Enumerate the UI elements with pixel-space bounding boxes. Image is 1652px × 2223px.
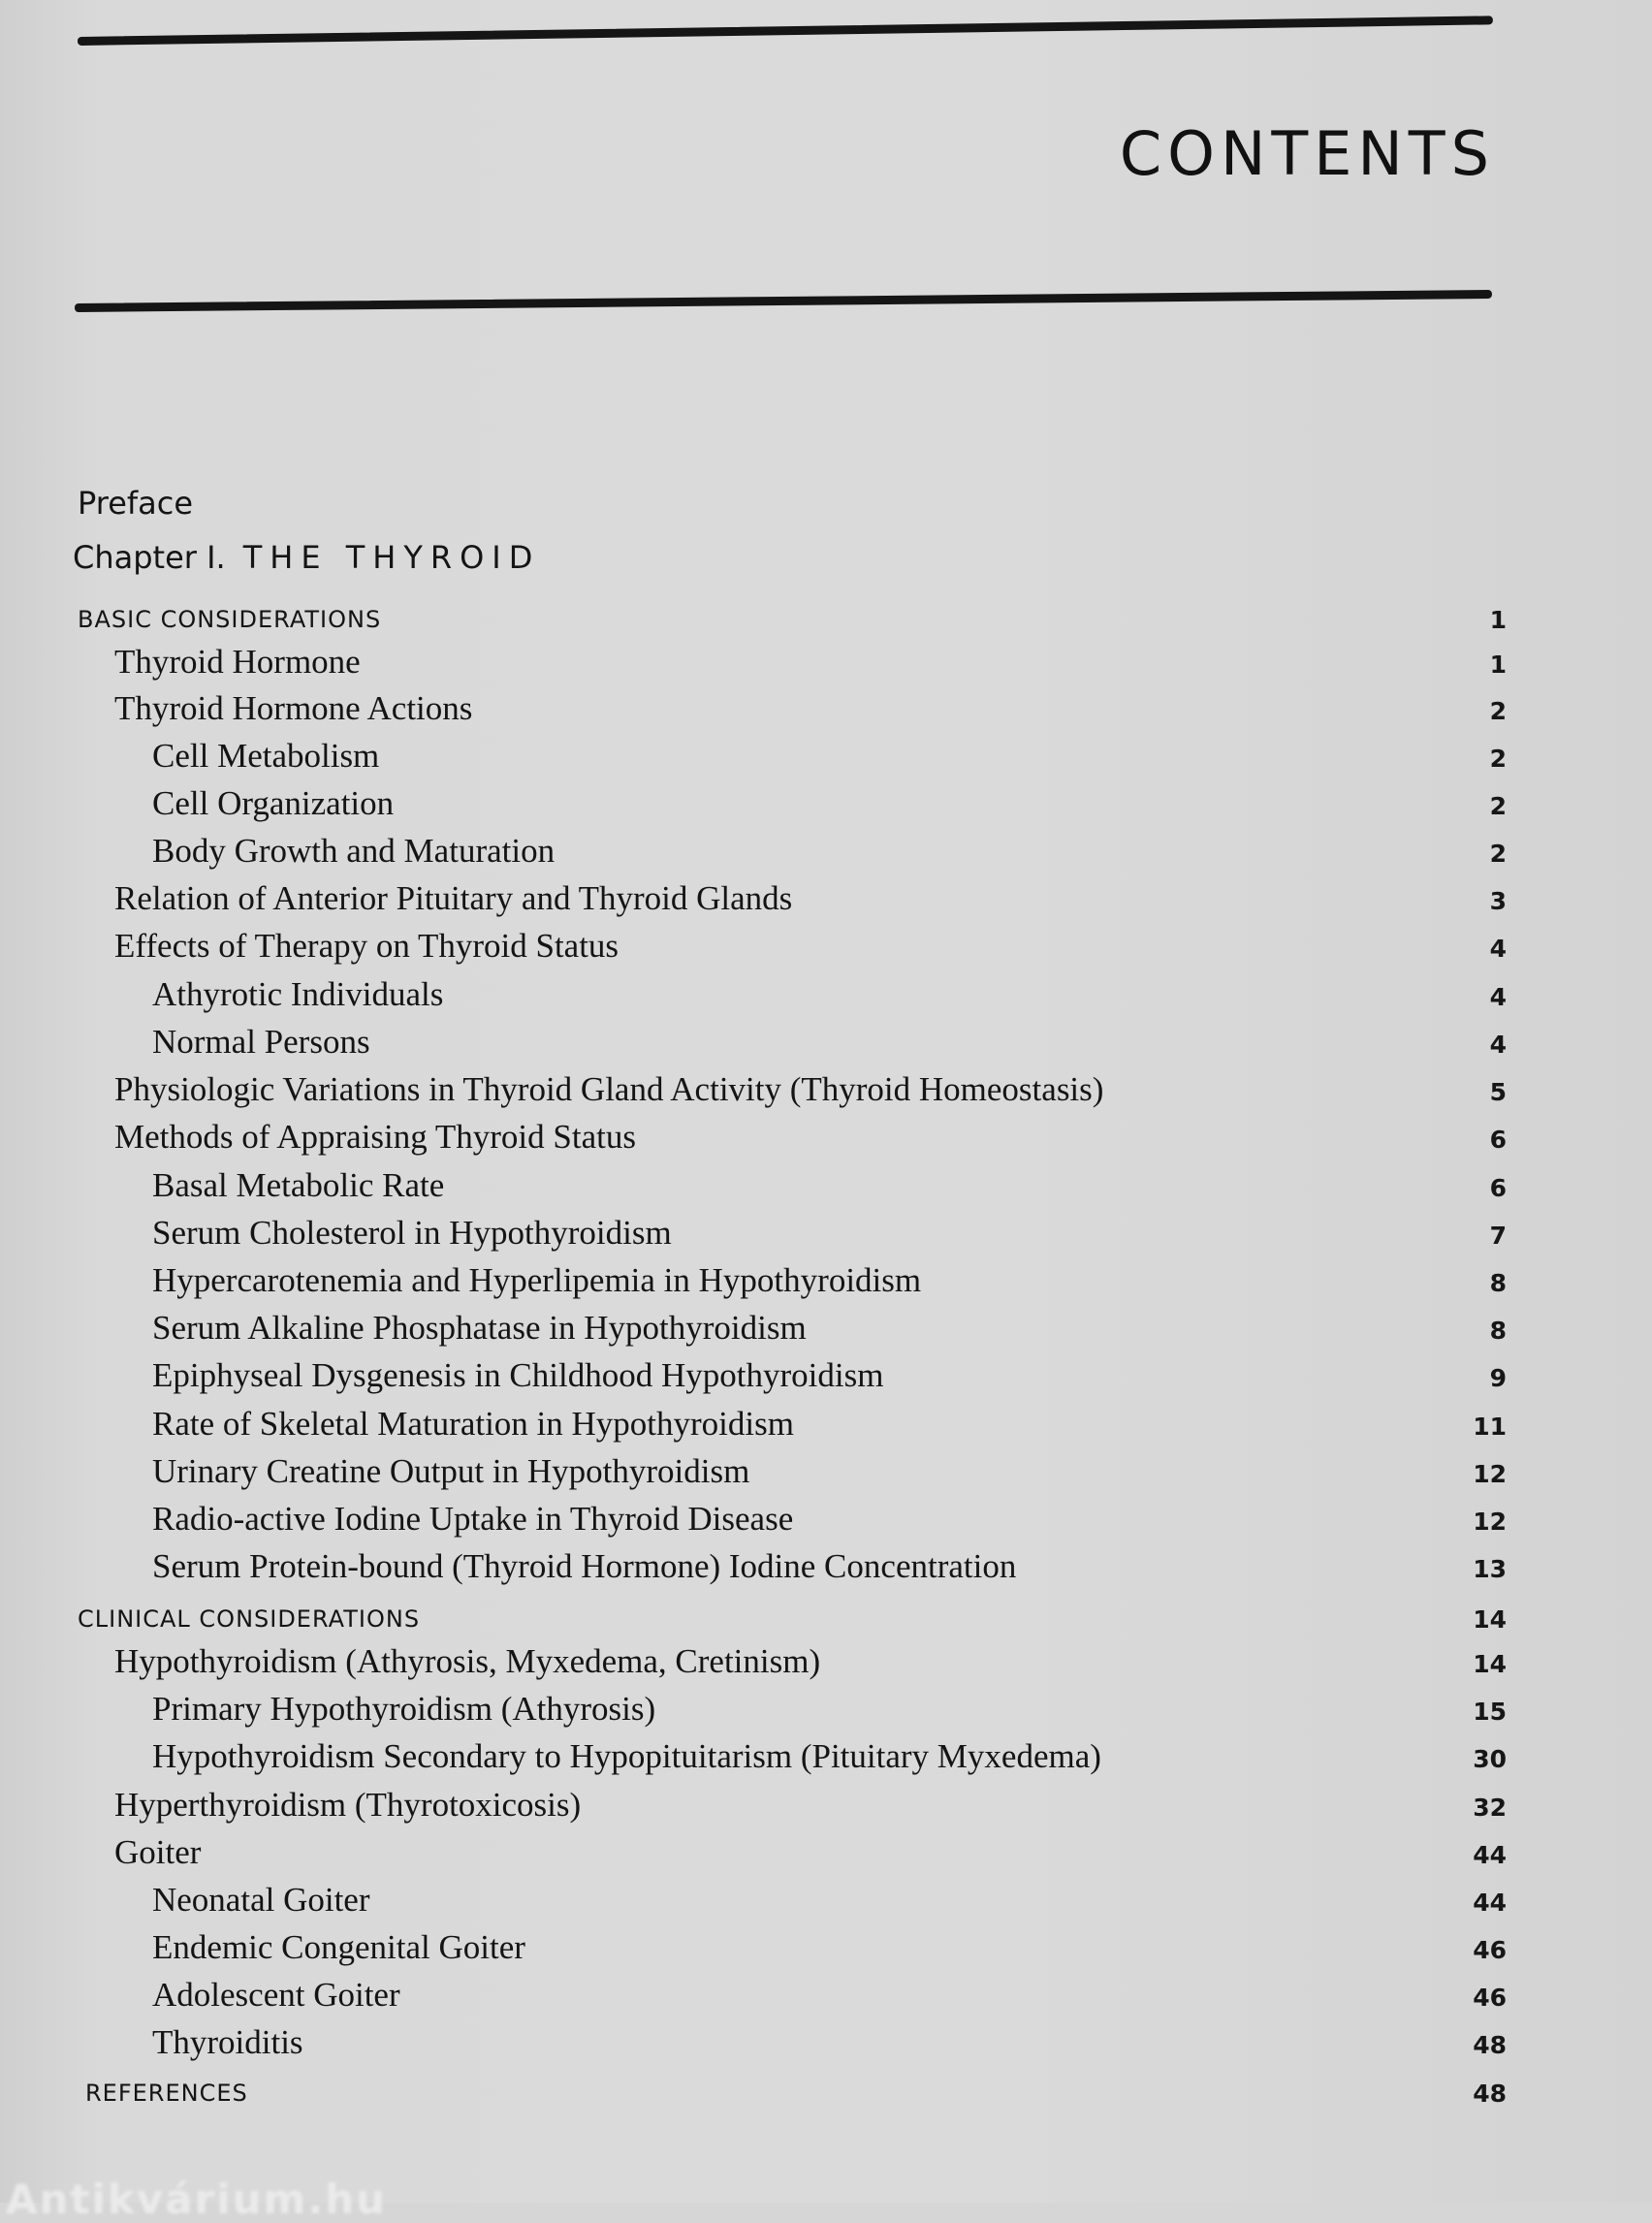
toc-entry-label: Physiologic Variations in Thyroid Gland Activity (Thyroid Homeostasis): [114, 1070, 1104, 1108]
toc-entry-row: [0, 1452, 1652, 1495]
toc-entry-row: [0, 689, 1652, 732]
toc-section-row: [0, 2072, 1652, 2114]
toc-subentry-label: Normal Persons: [152, 1023, 370, 1061]
page-number: 32: [1473, 1794, 1507, 1822]
page-number: 12: [1473, 1460, 1507, 1488]
page-number: 2: [1489, 697, 1507, 725]
chapter-title: THE THYROID: [242, 539, 541, 576]
page-number: 7: [1489, 1222, 1507, 1250]
toc-entry-row: [0, 1023, 1652, 1065]
toc-subentry-label: Serum Alkaline Phosphatase in Hypothyroidism: [152, 1309, 807, 1347]
toc-entry-label: Effects of Therapy on Thyroid Status: [114, 927, 620, 965]
toc-entry-label: Goiter: [114, 1833, 202, 1871]
bottom-rule: [75, 290, 1492, 312]
page-number: 48: [1473, 2080, 1507, 2108]
page-number: 1: [1489, 651, 1507, 679]
toc-subentry-label: Thyroiditis: [152, 2023, 303, 2061]
page-number: 11: [1473, 1413, 1507, 1441]
page-number: 46: [1473, 1984, 1507, 2012]
page-title: CONTENTS: [1119, 118, 1495, 189]
toc-entry-row: [0, 784, 1652, 827]
toc-entry-row: [0, 1500, 1652, 1542]
page-number: 4: [1489, 1031, 1507, 1059]
toc-section-row: [0, 598, 1652, 641]
toc-entry-row: [0, 1118, 1652, 1160]
preface-entry: [0, 485, 1652, 527]
page-number: 6: [1489, 1126, 1507, 1154]
toc-subentry-label: Serum Cholesterol in Hypothyroidism: [152, 1214, 672, 1252]
toc-entry-label: Methods of Appraising Thyroid Status: [114, 1118, 636, 1156]
toc-entry-row: [0, 1214, 1652, 1256]
section-heading: REFERENCES: [85, 2080, 248, 2107]
toc-subentry-label: Adolescent Goiter: [152, 1976, 400, 2014]
toc-entry-row: [0, 1786, 1652, 1828]
toc-entry-row: [0, 1166, 1652, 1209]
chapter-heading: [0, 539, 1652, 582]
toc-entry-row: [0, 1309, 1652, 1351]
page-number: 2: [1489, 840, 1507, 868]
toc-entry-row: [0, 832, 1652, 874]
page-number: 6: [1489, 1174, 1507, 1202]
toc-entry-row: [0, 737, 1652, 779]
toc-entry-row: [0, 1356, 1652, 1399]
page-number: 2: [1489, 792, 1507, 820]
page-number: 1: [1489, 606, 1507, 634]
toc-entry-row: [0, 1737, 1652, 1780]
toc-entry-label: Thyroid Hormone: [114, 643, 361, 681]
toc-section-row: [0, 1598, 1652, 1640]
toc-subentry-label: Primary Hypothyroidism (Athyrosis): [152, 1690, 656, 1728]
toc-subentry-label: Hypothyroidism Secondary to Hypopituitarism (Pituitary Myxedema): [152, 1737, 1101, 1775]
watermark: Antikvárium.hu: [6, 2175, 388, 2223]
toc-entry-row: [0, 1642, 1652, 1685]
top-rule: [78, 16, 1493, 46]
toc-entry-row: [0, 1690, 1652, 1732]
toc-subentry-label: Basal Metabolic Rate: [152, 1166, 445, 1204]
toc-entry-label: Hyperthyroidism (Thyrotoxicosis): [114, 1786, 582, 1824]
toc-subentry-label: Radio-active Iodine Uptake in Thyroid Disease: [152, 1500, 794, 1538]
page-number: 14: [1473, 1650, 1507, 1678]
toc-subentry-label: Cell Metabolism: [152, 737, 380, 775]
toc-entry-label: Hypothyroidism (Athyrosis, Myxedema, Cretinism): [114, 1642, 821, 1680]
page-number: 5: [1489, 1078, 1507, 1106]
page-number: 2: [1489, 745, 1507, 773]
page-number: 15: [1473, 1698, 1507, 1726]
toc-subentry-label: Epiphyseal Dysgenesis in Childhood Hypothyroidism: [152, 1356, 884, 1394]
page-number: 14: [1473, 1605, 1507, 1634]
page-number: 12: [1473, 1508, 1507, 1536]
toc-subentry-label: Body Growth and Maturation: [152, 832, 556, 870]
toc-entry-label: Relation of Anterior Pituitary and Thyroid Glands: [114, 879, 793, 917]
toc-entry-label: Thyroid Hormone Actions: [114, 689, 473, 727]
toc-subentry-label: Endemic Congenital Goiter: [152, 1928, 525, 1966]
page-number: 4: [1489, 935, 1507, 963]
page-number: 48: [1473, 2031, 1507, 2059]
page-number: 30: [1473, 1745, 1507, 1773]
toc-entry-row: [0, 2023, 1652, 2066]
toc-subentry-label: Hypercarotenemia and Hyperlipemia in Hypothyroidism: [152, 1261, 922, 1299]
section-heading: CLINICAL CONSIDERATIONS: [78, 1605, 421, 1633]
page-number: 46: [1473, 1936, 1507, 1964]
chapter-number: Chapter I.: [73, 539, 226, 576]
toc-subentry-label: Neonatal Goiter: [152, 1881, 370, 1919]
page-number: 3: [1489, 887, 1507, 915]
page-number: 44: [1473, 1889, 1507, 1917]
toc-subentry-label: Rate of Skeletal Maturation in Hypothyroidism: [152, 1405, 794, 1443]
page-number: 44: [1473, 1841, 1507, 1869]
toc-entry-row: [0, 1070, 1652, 1113]
toc-subentry-label: Athyrotic Individuals: [152, 975, 444, 1013]
toc-subentry-label: Cell Organization: [152, 784, 395, 822]
toc-entry-row: [0, 1928, 1652, 1971]
page-number: 9: [1489, 1364, 1507, 1392]
toc-entry-row: [0, 1881, 1652, 1923]
page-number: 13: [1473, 1555, 1507, 1583]
preface-label: Preface: [78, 485, 194, 522]
toc-entry-row: [0, 975, 1652, 1018]
toc-entry-row: [0, 1405, 1652, 1447]
section-heading: BASIC CONSIDERATIONS: [78, 606, 382, 633]
toc-entry-row: [0, 1833, 1652, 1876]
page-number: 8: [1489, 1317, 1507, 1345]
toc-entry-row: [0, 1261, 1652, 1304]
toc-entry-row: [0, 1976, 1652, 2018]
toc-entry-row: [0, 879, 1652, 922]
toc-subentry-label: Serum Protein-bound (Thyroid Hormone) Iodine Concentration: [152, 1547, 1017, 1585]
toc-subentry-label: Urinary Creatine Output in Hypothyroidism: [152, 1452, 750, 1490]
page-number: 8: [1489, 1269, 1507, 1297]
toc-entry-row: [0, 643, 1652, 685]
toc-entry-row: [0, 1547, 1652, 1590]
toc-entry-row: [0, 927, 1652, 969]
page-number: 4: [1489, 983, 1507, 1011]
